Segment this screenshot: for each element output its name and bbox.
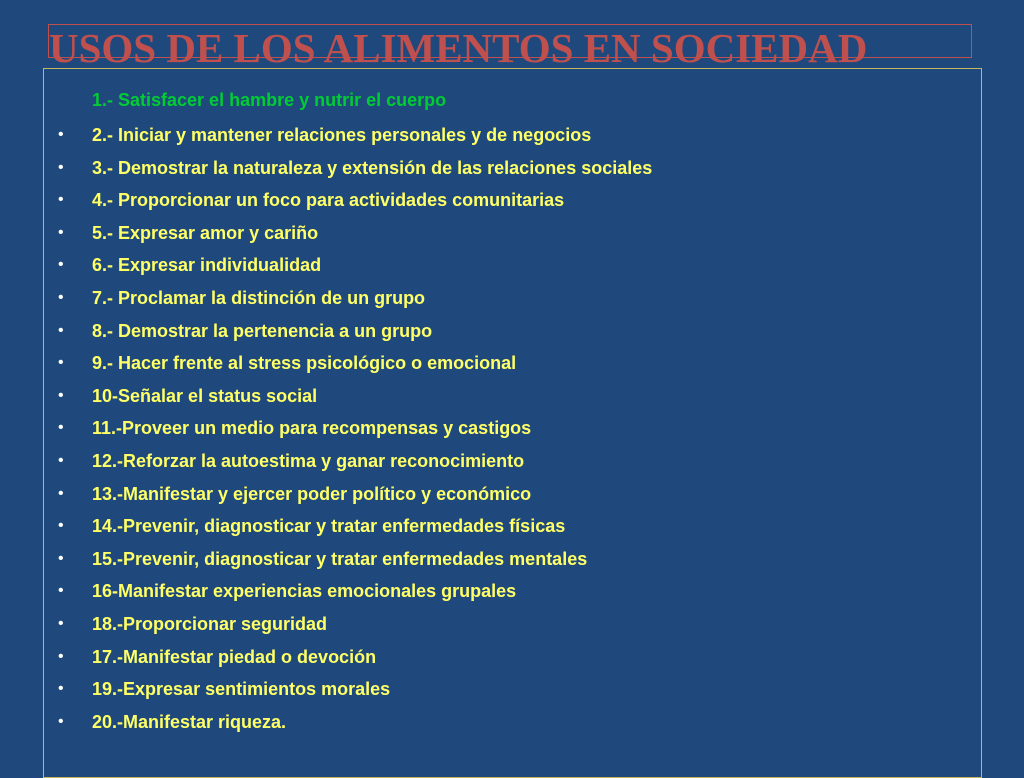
bullet-icon: • (58, 386, 64, 404)
list-item (44, 189, 981, 222)
list-item-text: 19.-Expresar sentimientos morales (92, 679, 391, 700)
list-item-text: 2.- Iniciar y mantener relaciones personales y de negocios (92, 125, 592, 145)
bullet-icon: • (58, 712, 64, 730)
list-item (44, 548, 981, 581)
bullet-icon: • (58, 256, 64, 274)
list-item-text: 7.- Proclamar la distinción de un grupo (92, 287, 426, 308)
list-item (44, 646, 981, 679)
bullet-list (44, 124, 981, 743)
list-item (44, 287, 981, 320)
bullet-icon: • (58, 191, 64, 209)
bullet-icon: • (58, 126, 64, 143)
list-item-text: 20.-Manifestar riqueza. (92, 711, 287, 732)
bullet-icon: • (58, 354, 64, 372)
list-item-text: 4.- Proporcionar un foco para actividades comunitarias (92, 190, 565, 211)
slide-title: USOS DE LOS ALIMENTOS EN SOCIEDAD (49, 25, 868, 71)
list-item (44, 678, 981, 711)
list-item (44, 515, 981, 548)
content-box (43, 68, 982, 778)
list-item-text: 13.-Manifestar y ejercer poder político y económico (92, 483, 532, 504)
bullet-icon: • (58, 680, 64, 698)
list-item-text: 14.-Prevenir, diagnosticar y tratar enfermedades físicas (92, 516, 566, 537)
list-item (44, 254, 981, 287)
list-item-text: 18.-Proporcionar seguridad (92, 613, 328, 634)
list-item (44, 352, 981, 385)
bullet-icon: • (58, 647, 64, 665)
list-item-text: 16-Manifestar experiencias emocionales grupales (92, 581, 517, 602)
list-item (44, 711, 981, 744)
list-item-text: 15.-Prevenir, diagnosticar y tratar enfermedades mentales (92, 548, 588, 569)
bullet-icon: • (58, 223, 64, 241)
first-item: 1.- Satisfacer el hambre y nutrir el cuerpo (92, 90, 447, 110)
bullet-icon: • (58, 288, 64, 306)
list-item (44, 124, 981, 157)
list-item (44, 222, 981, 255)
list-item (44, 580, 981, 613)
bullet-icon: • (58, 614, 64, 632)
list-item-text: 5.- Expresar amor y cariño (92, 222, 319, 243)
bullet-icon: • (58, 549, 64, 567)
bullet-icon: • (58, 517, 64, 535)
list-item (44, 450, 981, 483)
list-item-text: 6.- Expresar individualidad (92, 255, 322, 276)
list-item (44, 483, 981, 516)
list-item-text: 11.-Proveer un medio para recompensas y castigos (92, 418, 532, 439)
bullet-icon: • (58, 321, 64, 339)
bullet-icon: • (58, 484, 64, 502)
title-box (48, 24, 972, 71)
bullet-icon: • (58, 158, 64, 176)
bullet-icon: • (58, 419, 64, 437)
list-item-text: 17.-Manifestar piedad o devoción (92, 646, 377, 667)
list-item (44, 417, 981, 450)
list-item (44, 613, 981, 646)
list-item (44, 385, 981, 418)
list-item (44, 157, 981, 190)
list-item-text: 9.- Hacer frente al stress psicológico o emocional (92, 353, 517, 374)
list-item-text: 10-Señalar el status social (92, 385, 318, 406)
bullet-icon: • (58, 451, 64, 469)
list-item (44, 320, 981, 353)
list-item-text: 12.-Reforzar la autoestima y ganar reconocimiento (92, 450, 525, 471)
list-item-text: 3.- Demostrar la naturaleza y extensión de las relaciones sociales (92, 157, 653, 178)
bullet-icon: • (58, 582, 64, 600)
list-item-text: 8.- Demostrar la pertenencia a un grupo (92, 320, 433, 341)
